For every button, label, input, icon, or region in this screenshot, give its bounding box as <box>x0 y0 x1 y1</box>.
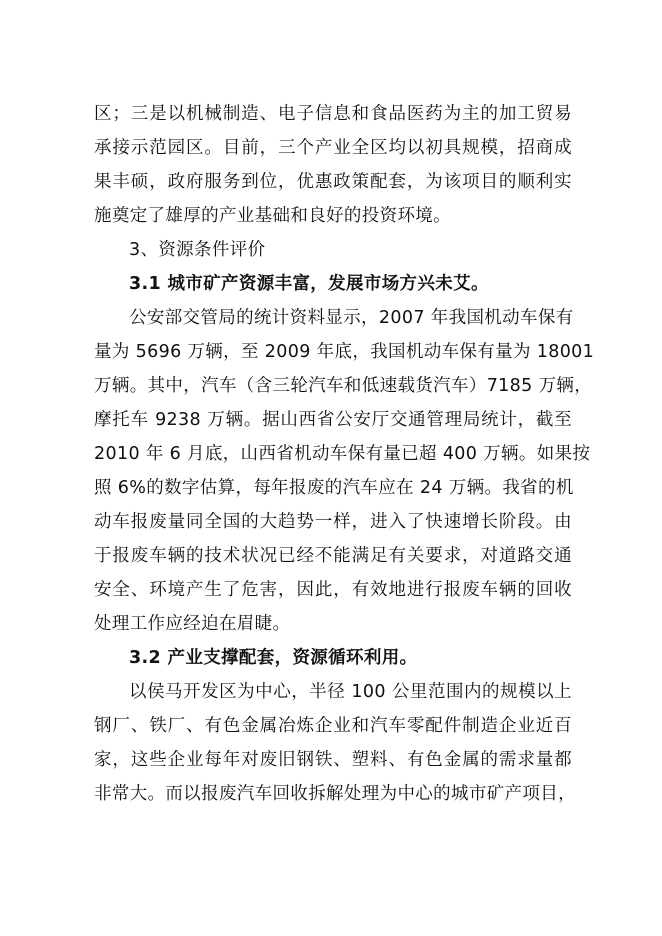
paragraph-line: 家，这些企业每年对废旧钢铁、塑料、有色金属的需求量都 <box>94 750 572 770</box>
paragraph-line: 处理工作应经迫在眉睫。 <box>94 614 291 634</box>
paragraph-line: 于报废车辆的技术状况已经不能满足有关要求，对道路交通 <box>94 546 572 566</box>
paragraph-line: 动车报废量同全国的大趋势一样，进入了快速增长阶段。由 <box>94 512 572 532</box>
paragraph-line: 万辆。其中，汽车（含三轮汽车和低速载货汽车）7185 万辆， <box>94 376 593 396</box>
subsection-heading: 3.1 城市矿产资源丰富，发展市场方兴未艾。 <box>129 274 489 294</box>
subsection-heading: 3.2 产业支撑配套，资源循环利用。 <box>129 648 418 668</box>
paragraph-line: 承接示范园区。目前，三个产业全区均以初具规模，招商成 <box>94 138 572 158</box>
paragraph-line: 以侯马开发区为中心，半径 100 公里范围内的规模以上 <box>129 682 572 702</box>
paragraph-line: 照 6%的数字估算，每年报废的汽车应在 24 万辆。我省的机 <box>94 478 574 498</box>
section-heading: 3、资源条件评价 <box>129 240 266 260</box>
paragraph-line: 钢厂、铁厂、有色金属冶炼企业和汽车零配件制造企业近百 <box>94 716 572 736</box>
paragraph-line: 2010 年 6 月底，山西省机动车保有量已超 400 万辆。如果按 <box>94 444 591 464</box>
paragraph-line: 摩托车 9238 万辆。据山西省公安厅交通管理局统计，截至 <box>94 410 572 430</box>
paragraph-line: 果丰硕，政府服务到位，优惠政策配套，为该项目的顺利实 <box>94 172 572 192</box>
paragraph-line: 公安部交管局的统计资料显示，2007 年我国机动车保有 <box>129 308 574 328</box>
paragraph-line: 施奠定了雄厚的产业基础和良好的投资环境。 <box>94 206 451 226</box>
paragraph-line: 区；三是以机械制造、电子信息和食品医药为主的加工贸易 <box>94 104 572 124</box>
paragraph-line: 安全、环境产生了危害，因此，有效地进行报废车辆的回收 <box>94 580 572 600</box>
paragraph-line: 非常大。而以报废汽车回收拆解处理为中心的城市矿产项目， <box>94 784 576 804</box>
paragraph-line: 量为 5696 万辆，至 2009 年底，我国机动车保有量为 18001 <box>94 342 595 362</box>
